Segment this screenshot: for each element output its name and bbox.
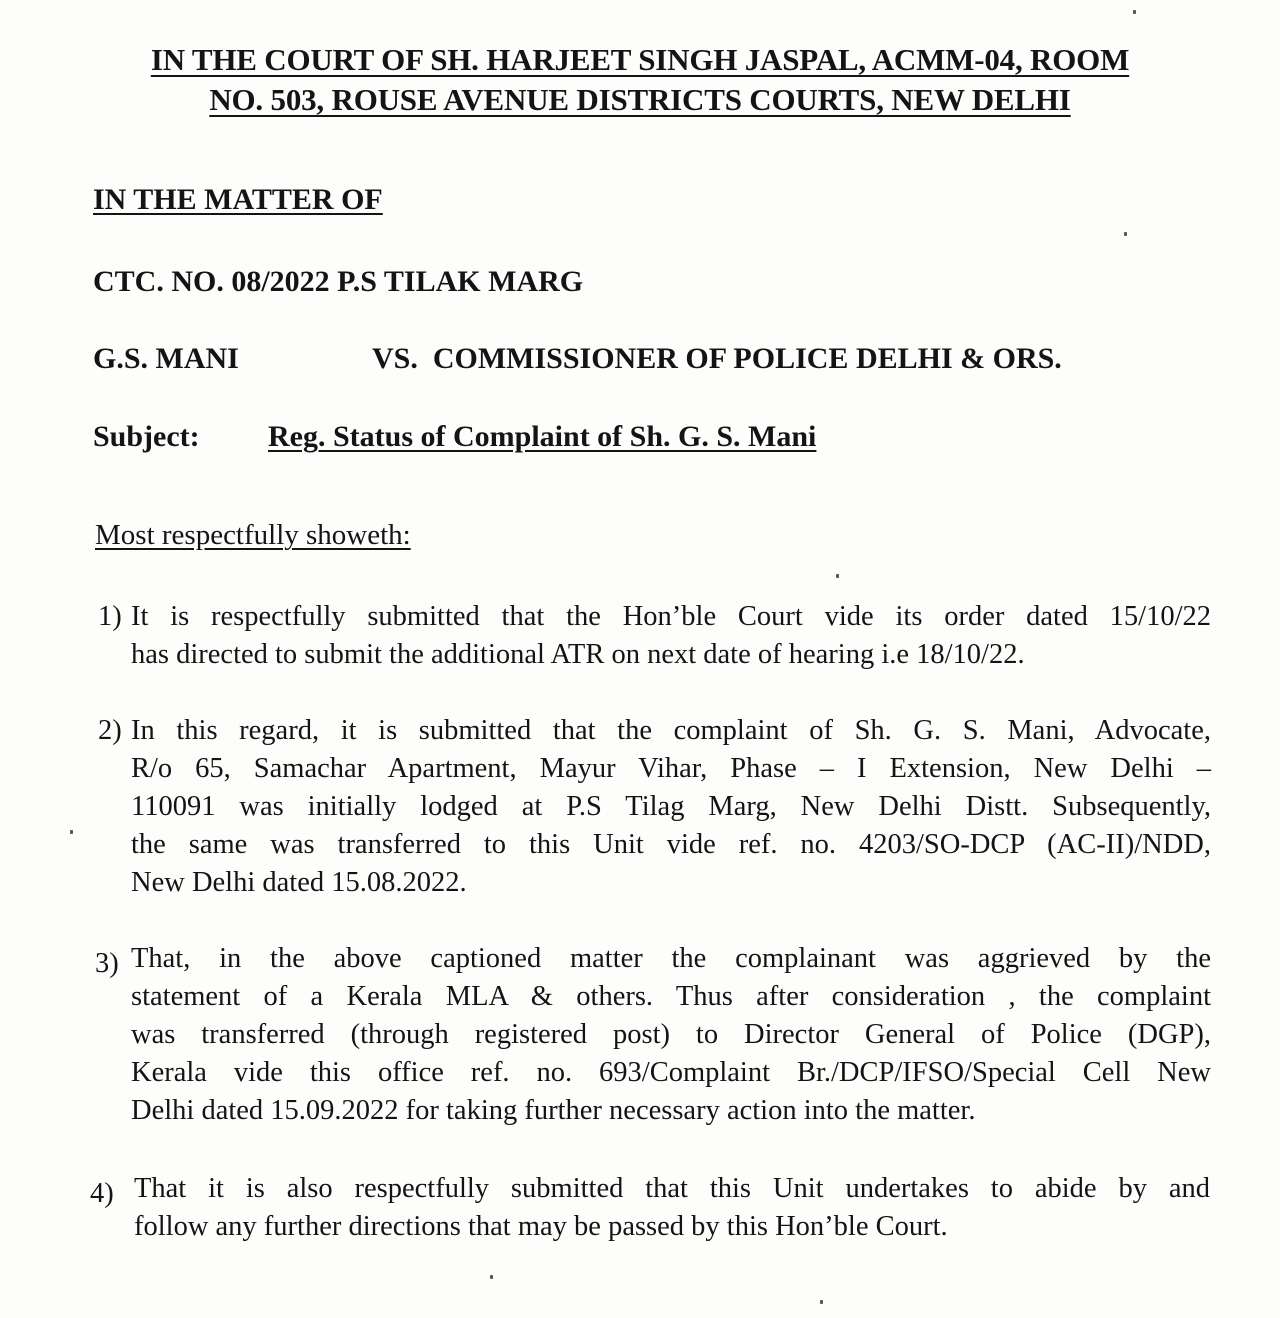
scan-speck [1124, 232, 1127, 236]
paragraph-2-line: 110091 was initially lodged at P.S Tilag Marg, New Delhi Distt. Subsequently, [131, 791, 1211, 822]
subject-text: Reg. Status of Complaint of Sh. G. S. Mani [268, 420, 817, 453]
scan-speck [1133, 10, 1136, 14]
subject-label: Subject: [93, 420, 200, 453]
petitioner-name: G.S. MANI [93, 342, 239, 375]
court-header-line-2-text: NO. 503, ROUSE AVENUE DISTRICTS COURTS, NEW DELHI [209, 82, 1071, 117]
paragraph-3-line: was transferred (through registered post) to Director General of Police (DGP), [131, 1019, 1211, 1050]
intro-line: Most respectfully showeth: [95, 519, 411, 551]
paragraph-4-number: 4) [90, 1178, 114, 1209]
matter-heading: IN THE MATTER OF [93, 183, 383, 216]
paragraph-3-line: Kerala vide this office ref. no. 693/Complaint Br./DCP/IFSO/Special Cell New [131, 1057, 1211, 1088]
paragraph-3-line: That, in the above captioned matter the complainant was aggrieved by the [131, 943, 1211, 974]
paragraph-1 [131, 598, 1211, 674]
paragraph-2-line: In this regard, it is submitted that the complaint of Sh. G. S. Mani, Advocate, [131, 715, 1211, 746]
paragraph-4 [134, 1170, 1210, 1246]
paragraph-3-line: statement of a Kerala MLA & others. Thus after consideration , the complaint [131, 981, 1211, 1012]
case-number: CTC. NO. 08/2022 P.S TILAK MARG [93, 265, 584, 298]
scan-speck [70, 830, 73, 834]
court-header-line-2 [0, 80, 1280, 120]
court-header-line-1 [0, 40, 1280, 80]
paragraph-2-number: 2) [98, 715, 122, 746]
scan-speck [836, 574, 839, 578]
paragraph-2 [131, 712, 1211, 902]
paragraph-2-line: R/o 65, Samachar Apartment, Mayur Vihar, Phase – I Extension, New Delhi – [131, 753, 1211, 784]
paragraph-3-number: 3) [95, 948, 119, 979]
paragraph-1-number: 1) [98, 601, 122, 632]
paragraph-4-line: follow any further directions that may be passed by this Hon’ble Court. [134, 1211, 948, 1242]
paragraph-2-line: the same was transferred to this Unit vide ref. no. 4203/SO-DCP (AC-II)/NDD, [131, 829, 1211, 860]
paragraph-3-line: Delhi dated 15.09.2022 for taking further necessary action into the matter. [131, 1095, 976, 1126]
scan-speck [490, 1275, 493, 1279]
paragraph-1-line: It is respectfully submitted that the Hon’ble Court vide its order dated 15/10/22 [131, 601, 1211, 632]
paragraph-4-line: That it is also respectfully submitted that this Unit undertakes to abide by and [134, 1173, 1210, 1204]
scan-speck [820, 1300, 823, 1304]
paragraph-2-line: New Delhi dated 15.08.2022. [131, 867, 467, 898]
paragraph-3 [131, 940, 1211, 1130]
court-header-line-1-text: IN THE COURT OF SH. HARJEET SINGH JASPAL, ACMM-04, ROOM [150, 42, 1130, 77]
respondent-line: VS. COMMISSIONER OF POLICE DELHI & ORS. [372, 342, 1062, 375]
paragraph-1-line: has directed to submit the additional ATR on next date of hearing i.e 18/10/22. [131, 639, 1025, 670]
